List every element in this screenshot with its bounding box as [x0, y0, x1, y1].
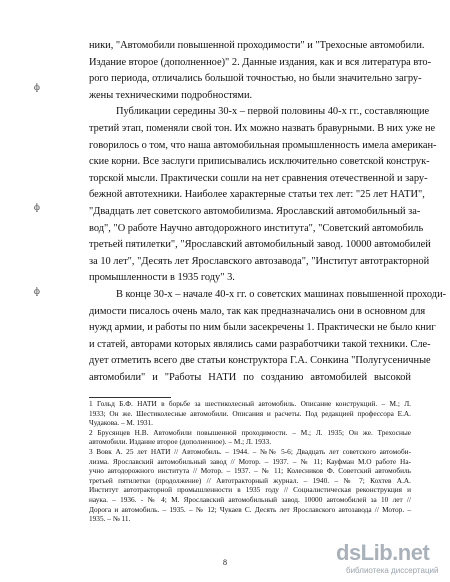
body-line: "Двадцать лет советского автомобилизма. Ярославский автомобильный за-	[89, 206, 421, 217]
body-line: вод", "О работе Научно автодорожного института", "Советский автомобиль	[89, 222, 424, 234]
body-line: Издание второе (дополненное)" 2. Данные издания, как и вся литература вто-	[89, 56, 432, 68]
footnote-line: наука. – 1936. - № 4; М. Ярославский автомобильный завод. 10000 автомобилей за 10 лет //	[89, 495, 411, 504]
body-line: рого периода, отличались большой точностью, но были значительно загру-	[89, 73, 422, 85]
footnote-separator	[89, 397, 171, 398]
body-line: жены техническими подробностями.	[89, 89, 253, 101]
body-line: автомобили" и "Работы НАТИ по созданию автомобилей высокой	[89, 372, 411, 383]
margin-mark: ф	[34, 202, 40, 212]
watermark-logo: dsLib.net	[336, 540, 430, 565]
footnote-line: 1 Гольд Б.Ф. НАТИ в борьбе за шестиколесный автомобиль. Описание конструкций. – М.; Л.	[89, 399, 411, 408]
footnote-line: Дорога и автомобиль. – 1935. – № 12; Чукаев С. Десять лет Ярославского автозавода // Мотор. –	[89, 504, 411, 514]
watermark-subtitle: библиотека диссертаций	[346, 566, 439, 575]
body-line: ники, "Автомобили повышенной проходимости" и "Трехосные автомобили.	[89, 40, 425, 51]
body-line: ские корни. Все заслуги приписывались исключительно советской конструк-	[89, 156, 430, 168]
watermark	[336, 540, 448, 580]
body-line: промышленности в 1935 году" 3.	[89, 272, 235, 284]
page-number: 8	[223, 558, 227, 567]
footnote-line: автомобили. Издание второе (дополненное). – М.; Л. 1933.	[89, 437, 272, 447]
body-line: торской мысли. Практически сошли на нет сравнения отечественной и зару-	[89, 172, 428, 184]
body-line: третьей пятилетки", "Ярославский автомобильный завод. 10000 автомобилей	[89, 239, 431, 251]
margin-mark: ф	[34, 286, 40, 296]
body-line: третий этап, поменяли свой тон. Их можно назвать бравурными. В них уже не	[89, 123, 436, 134]
footnote-line: Чудакова. – М. 1931.	[89, 418, 153, 428]
body-line: Публикации середины 30-х – первой половины 40-х гг., составляющие	[116, 106, 430, 118]
footnote-line: 3 Вовк А. 25 лет НАТИ // Автомобиль. – 1944. – №№ 5-6; Двадцать лет советского автомоби-	[89, 447, 411, 456]
body-line: говорилось о том, что наша автомобильная промышленность имела американ-	[89, 139, 437, 151]
footnote-line: лизма. Ярославский автомобильный завод // Мотор. – 1937. – № 11; Кауфман М.О работе На-	[89, 456, 411, 466]
body-line: бежной автотехники. Наиболее характерные статьи тех лет: "25 лет НАТИ",	[89, 189, 425, 201]
body-line: нужд армии, и работы по ним были засекречены 1. Практически не было книг	[89, 322, 436, 334]
footnote-line: Институт автотракторной промышленности в 1935 году // Социалистическая реконструкция и	[89, 485, 411, 495]
body-line: за 10 лет", "Десять лет Ярославского автозавода", "Институт автотракторной	[89, 255, 430, 267]
body-line: димости писалось очень мало, так как предназначались они в основном для	[89, 305, 426, 317]
margin-mark: ф	[34, 82, 40, 92]
body-line: В конце 30-х – начале 40-х гг. о советских машинах повышенной проходи-	[116, 289, 447, 300]
footnote-line: 1935. – № 11.	[89, 514, 131, 524]
body-line: дует отметить всего две статьи конструктора Г.А. Сонкина "Полугусеничные	[89, 355, 431, 367]
footnote-line: 1933; Он же. Шестиколесные автомобили. Описания и расчеты. Под редакцией профессора Е.А.	[89, 408, 411, 418]
footnote-line: 2 Брусянцев Н.В. Автомобили повышенной проходимости. – М.; Л. 1935; Он же. Трехосные	[89, 427, 411, 437]
body-line: и статей, авторами которых являлись сами разработчики такой техники. Сле-	[89, 338, 431, 350]
footnote-line: учно автодорожного института // Мотор. – 1937. – № 11; Колесников Ф. Советский автомобиль	[89, 466, 411, 476]
footnote-line: третьей пятилетки (продолжение) // Автотракторный журнал. – 1940. – № 7; Кохтев А.А.	[89, 475, 411, 485]
